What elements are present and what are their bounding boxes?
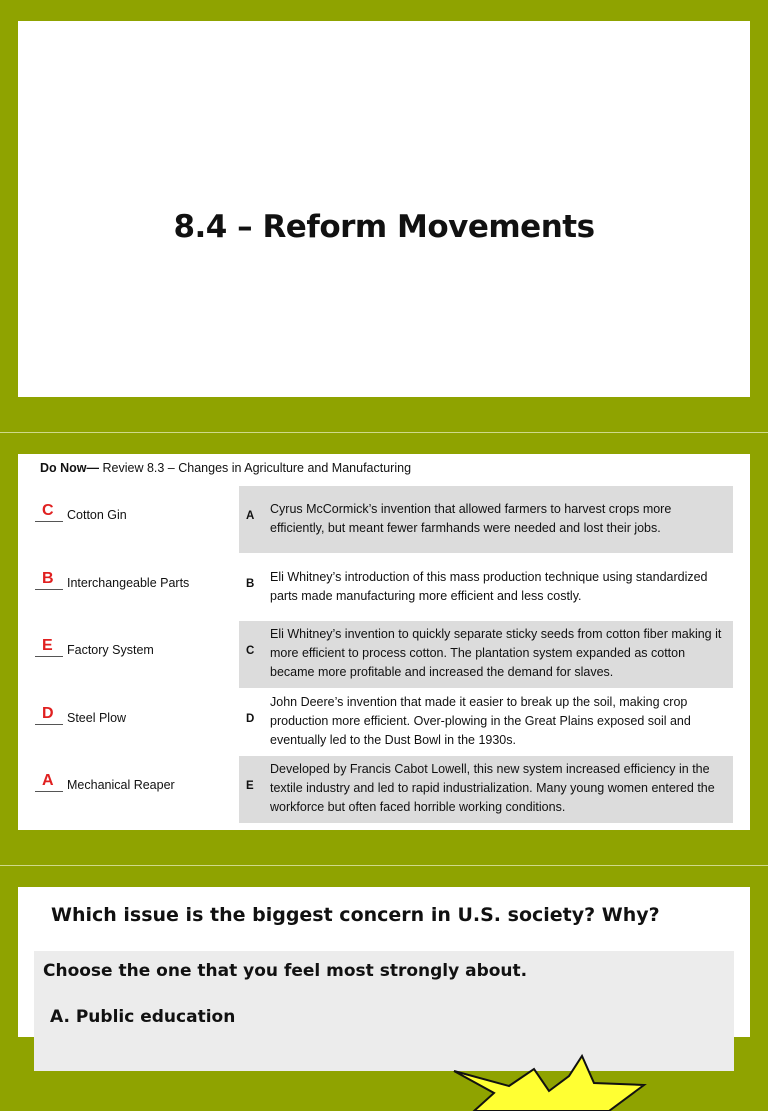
matching-row [18, 486, 750, 553]
answer-letter: B [42, 570, 54, 587]
page-title: 8.4 – Reform Movements [173, 209, 595, 245]
answer-blank [35, 791, 63, 792]
answer-blank [35, 589, 63, 590]
slide-title[interactable] [18, 21, 750, 397]
definition-box [239, 756, 733, 823]
matching-row [18, 621, 750, 688]
slide-separator [0, 432, 768, 433]
definition-letter: C [246, 645, 255, 657]
answer-blank [35, 724, 63, 725]
option-a: A. Public education [50, 1007, 236, 1027]
answer-letter: E [42, 637, 53, 654]
question-title: Which issue is the biggest concern in U.S. society? Why? [51, 904, 660, 926]
definition-letter: B [246, 578, 255, 590]
definition-letter: E [246, 780, 254, 792]
slide-do-now[interactable] [18, 454, 750, 830]
slide-separator [0, 865, 768, 866]
definition-letter: A [246, 510, 255, 522]
answer-blank [35, 656, 63, 657]
definition-letter: D [246, 713, 255, 725]
do-now-label: Do Now— [40, 461, 100, 475]
definition-box [239, 689, 733, 755]
options-instruction: Choose the one that you feel most strongly about. [43, 961, 528, 981]
definition-box [239, 621, 733, 688]
do-now-subtitle: Review 8.3 – Changes in Agriculture and Manufacturing [99, 461, 412, 475]
options-panel [34, 951, 734, 1071]
slide-question[interactable] [18, 887, 750, 1037]
definition-text: John Deere’s invention that made it easier to break up the soil, making crop production more efficient. Over-plowing in the Great Plains exposed soil and eventually led to the Dust Bowl in the 1930s. [270, 695, 691, 747]
answer-letter: A [42, 772, 54, 789]
term-label: Mechanical Reaper [67, 778, 175, 792]
term-label: Steel Plow [67, 711, 127, 725]
definition-text: Eli Whitney’s invention to quickly separate sticky seeds from cotton fiber making it more efficient to process cotton. The plantation system expanded as cotton became more profitable and increased the demand for slaves. [270, 627, 722, 679]
definition-text: Eli Whitney’s introduction of this mass production technique using standardized parts made manufacturing more efficient and less costly. [270, 570, 708, 603]
term-label: Interchangeable Parts [67, 576, 190, 590]
term-label: Factory System [67, 643, 154, 657]
definition-box [239, 554, 733, 621]
answer-letter: C [42, 502, 54, 519]
definition-text: Developed by Francis Cabot Lowell, this new system increased efficiency in the textile industry and led to rapid industrialization. Many young women entered the workforce but often faced horrible working conditions. [270, 762, 715, 814]
matching-row [18, 756, 750, 823]
term-label: Cotton Gin [67, 508, 127, 522]
definition-box [239, 486, 733, 553]
answer-letter: D [42, 705, 54, 722]
matching-row [18, 689, 750, 755]
matching-row [18, 554, 750, 621]
definition-text: Cyrus McCormick’s invention that allowed farmers to harvest crops more efficiently, but meant fewer farmhands were needed and lost their jobs. [270, 502, 672, 535]
starburst-icon [434, 1051, 664, 1111]
do-now-heading [40, 461, 411, 475]
answer-blank [35, 521, 63, 522]
